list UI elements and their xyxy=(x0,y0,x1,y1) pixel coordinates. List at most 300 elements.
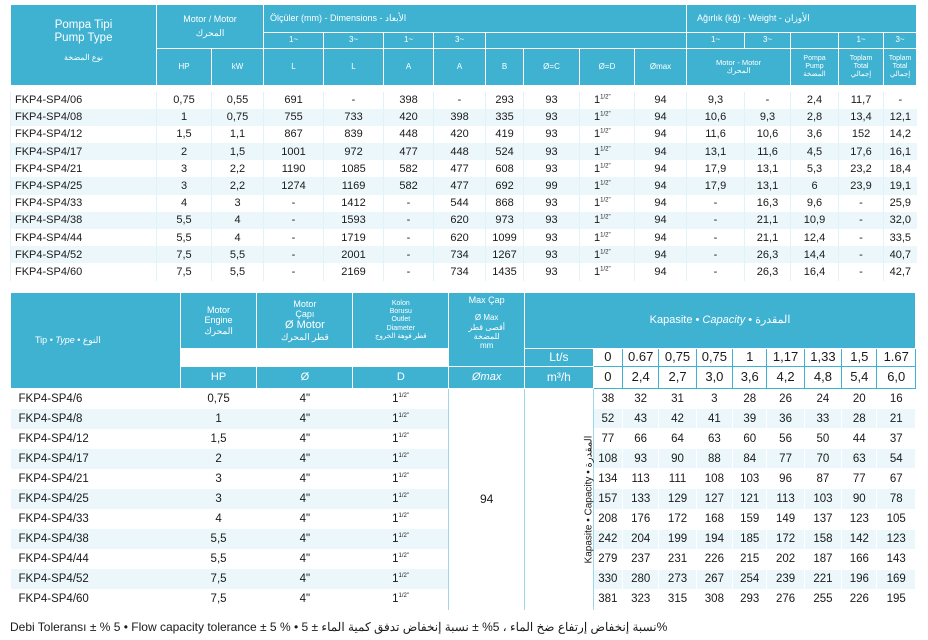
motor-weight-phase1-cell: - xyxy=(687,195,745,212)
a-phase1-cell: 420 xyxy=(384,109,434,126)
total-phase3-cell: 25,9 xyxy=(884,195,917,212)
capacity-cell: 16 xyxy=(877,389,916,409)
motor-diameter-cell: 4" xyxy=(257,489,353,509)
outlet-whole-value: 1 xyxy=(594,94,601,107)
type-header: Tip • Type • النوع xyxy=(11,293,181,389)
capacity-cell: 123 xyxy=(877,529,916,549)
a-phase3-cell: 398 xyxy=(434,109,486,126)
total-phase3-cell: 18,4 xyxy=(884,160,917,177)
capacity-cell: 159 xyxy=(733,509,767,529)
outlet-whole-value: 1 xyxy=(392,432,399,445)
capacity-cell: 323 xyxy=(622,589,658,609)
c-cell: 93 xyxy=(524,246,580,263)
type-cell: FKP4-SP4/17 xyxy=(11,143,157,160)
total-phase3-cell: 42,7 xyxy=(884,263,917,280)
l-phase1-cell: - xyxy=(264,212,324,229)
motor-diameter-cell: 4" xyxy=(257,509,353,529)
motor-weight-phase1-cell: 13,1 xyxy=(687,143,745,160)
tolerance-note: Debi Toleransı ± % 5 • Flow capacity tolerance ± 5 % • نسبة إنخفاض إرتفاع ضخ الماء ، 5% ± نسبة إنخفاض تدفق كمية الماء ± 5% xyxy=(10,620,668,634)
capacity-cell: 226 xyxy=(696,549,732,569)
capacity-cell: 176 xyxy=(622,509,658,529)
hp-cell: 5,5 xyxy=(157,212,212,229)
capacity-cell: 267 xyxy=(696,569,732,589)
capacity-cell: 41 xyxy=(696,409,732,429)
l-phase3-cell: 733 xyxy=(324,109,384,126)
c-cell: 93 xyxy=(524,229,580,246)
motor-weight-phase3-cell: 21,1 xyxy=(745,212,791,229)
l-phase3-cell: 1412 xyxy=(324,195,384,212)
capacity-cell: 108 xyxy=(593,449,622,469)
hp-cell: 7,5 xyxy=(180,589,257,609)
a1-header: A xyxy=(384,49,434,86)
a3-header: A xyxy=(434,49,486,86)
c-cell: 93 xyxy=(524,92,580,109)
capacity-cell: 42 xyxy=(659,409,696,429)
outlet-fraction-value: 1/2" xyxy=(398,412,410,419)
capacity-cell: 105 xyxy=(877,509,916,529)
d-header: Ø=D xyxy=(580,49,635,86)
total-phase1-label-header: Toplam Total إجمالي xyxy=(839,49,884,86)
motor-weight-phase1-header: 1~ xyxy=(687,33,745,49)
outlet-diameter-cell xyxy=(353,489,449,509)
hp-cell: 3 xyxy=(180,489,257,509)
outlet-fraction-value: 1/2" xyxy=(600,197,611,204)
pump-weight-cell: 6 xyxy=(791,177,839,194)
capacity-cell: 273 xyxy=(659,569,696,589)
total-phase3-label-header: Toplam Total إجمالي xyxy=(884,49,917,86)
motor-weight-phase1-cell: 17,9 xyxy=(687,160,745,177)
b-header: B xyxy=(486,49,524,86)
capacity-cell: 96 xyxy=(767,469,804,489)
total-phase3-cell: 16,1 xyxy=(884,143,917,160)
total-phase1-cell: 17,6 xyxy=(839,143,884,160)
table-row xyxy=(11,92,917,109)
capacity-cell: 39 xyxy=(733,409,767,429)
type-cell: FKP4-SP4/25 xyxy=(11,489,181,509)
capacity-cell: 28 xyxy=(733,389,767,409)
total-phase1-cell: 152 xyxy=(839,126,884,143)
max-cell: 94 xyxy=(635,92,687,109)
capacity-cell: 142 xyxy=(842,529,877,549)
capacity-cell: 87 xyxy=(804,469,841,489)
total-phase3-cell: 12,1 xyxy=(884,109,917,126)
capacity-cell: 239 xyxy=(767,569,804,589)
capacity-cell: 78 xyxy=(877,489,916,509)
kw-cell: 2,2 xyxy=(212,177,264,194)
pump-weight-header: Pompa Pump المضخة xyxy=(791,49,839,86)
outlet-fraction-value: 1/2" xyxy=(398,473,410,480)
a-phase1-cell: - xyxy=(384,212,434,229)
b-cell: 419 xyxy=(486,126,524,143)
d-cell xyxy=(580,195,635,212)
table-row xyxy=(11,109,917,126)
hp-cell: 3 xyxy=(180,469,257,489)
outlet-diameter-cell xyxy=(353,389,449,409)
l-phase3-cell: 1169 xyxy=(324,177,384,194)
m3h-value: 3,0 xyxy=(696,367,732,389)
capacity-cell: 293 xyxy=(733,589,767,609)
hp-cell: 4 xyxy=(180,509,257,529)
c-cell: 93 xyxy=(524,195,580,212)
capacity-cell: 52 xyxy=(593,409,622,429)
motor-weight-phase3-cell: 26,3 xyxy=(745,263,791,280)
c-cell: 93 xyxy=(524,143,580,160)
capacity-cell: 54 xyxy=(877,449,916,469)
outlet-diameter-cell xyxy=(353,549,449,569)
capacity-cell: 32 xyxy=(622,389,658,409)
motor-engine-header: Motor Engine المحرك xyxy=(180,293,257,349)
l-phase1-cell: 1274 xyxy=(264,177,324,194)
capacity-cell: 185 xyxy=(733,529,767,549)
l-phase1-cell: - xyxy=(264,246,324,263)
ls-value: 0,75 xyxy=(696,349,732,367)
capacity-cell: 127 xyxy=(696,489,732,509)
l-phase1-header: 1~ xyxy=(264,33,324,49)
capacity-cell: 111 xyxy=(659,469,696,489)
d-cell xyxy=(580,126,635,143)
d-cell xyxy=(580,92,635,109)
capacity-cell: 63 xyxy=(696,429,732,449)
outlet-whole-value: 1 xyxy=(594,197,601,210)
capacity-cell: 129 xyxy=(659,489,696,509)
hp-cell: 7,5 xyxy=(180,569,257,589)
a-phase1-header: 1~ xyxy=(384,33,434,49)
hp-cell: 1 xyxy=(157,109,212,126)
type-cell: FKP4-SP4/38 xyxy=(11,529,181,549)
ls-label: Lt/s xyxy=(525,349,594,367)
motor-diameter-cell: 4" xyxy=(257,529,353,549)
motor-weight-phase3-cell: 26,3 xyxy=(745,246,791,263)
motor-weight-phase1-cell: 11,6 xyxy=(687,126,745,143)
capacity-cell: 113 xyxy=(622,469,658,489)
capacity-cell: 70 xyxy=(804,449,841,469)
max-cell: 94 xyxy=(635,109,687,126)
capacity-header: Kapasite • Capacity • المقدرة xyxy=(525,293,916,349)
kw-cell: 5,5 xyxy=(212,246,264,263)
diameter-header: Ø xyxy=(257,367,353,389)
a-phase3-cell: 544 xyxy=(434,195,486,212)
type-cell: FKP4-SP4/08 xyxy=(11,109,157,126)
outlet-whole-value: 1 xyxy=(594,265,601,278)
hp-cell: 2 xyxy=(157,143,212,160)
outlet-fraction-value: 1/2" xyxy=(398,453,410,459)
outlet-whole-value: 1 xyxy=(594,180,601,193)
total-phase1-header: 1~ xyxy=(839,33,884,49)
total-phase1-cell: - xyxy=(839,229,884,246)
capacity-cell: 21 xyxy=(877,409,916,429)
capacity-cell: 381 xyxy=(593,589,622,609)
motor-motor-header: Motor - Motor المحرك xyxy=(687,49,791,86)
capacity-cell: 208 xyxy=(593,509,622,529)
max-cell: 94 xyxy=(635,246,687,263)
capacity-table-body xyxy=(11,389,916,610)
capacity-cell: 93 xyxy=(622,449,658,469)
capacity-cell: 88 xyxy=(696,449,732,469)
outlet-whole-value: 1 xyxy=(594,231,601,244)
table-row xyxy=(11,143,917,160)
outlet-fraction-value: 1/2" xyxy=(600,94,611,101)
l-phase3-cell: 2169 xyxy=(324,263,384,280)
capacity-vertical-label xyxy=(525,389,594,610)
outlet-diameter-cell xyxy=(353,529,449,549)
capacity-cell: 113 xyxy=(767,489,804,509)
b-cell: 692 xyxy=(486,177,524,194)
pump-weight-cell: 9,6 xyxy=(791,195,839,212)
weights-header: Ağırlık (kğ) - Weight - الأوزان xyxy=(687,5,917,33)
capacity-cell: 202 xyxy=(767,549,804,569)
outlet-fraction-value: 1/2" xyxy=(600,180,611,187)
table-row xyxy=(11,229,917,246)
type-cell: FKP4-SP4/52 xyxy=(11,569,181,589)
d-cell xyxy=(580,177,635,194)
table-row xyxy=(11,177,917,194)
c-cell: 99 xyxy=(524,177,580,194)
a-phase1-cell: - xyxy=(384,229,434,246)
a-phase1-cell: - xyxy=(384,195,434,212)
max-diameter-header: Max Çap Ø Max أقصى قطر للمضخة mm xyxy=(449,293,525,367)
outlet-whole-value: 1 xyxy=(392,493,399,506)
motor-weight-phase1-cell: - xyxy=(687,212,745,229)
capacity-cell: 231 xyxy=(659,549,696,569)
hp-cell: 2 xyxy=(180,449,257,469)
b-cell: 1267 xyxy=(486,246,524,263)
table-row xyxy=(11,246,917,263)
capacity-cell: 33 xyxy=(804,409,841,429)
max-cell: 94 xyxy=(635,143,687,160)
l1-header: L xyxy=(264,49,324,86)
c-header: Ø=C xyxy=(524,49,580,86)
a-phase3-cell: 420 xyxy=(434,126,486,143)
max-cell: 94 xyxy=(635,160,687,177)
motor-diameter-cell: 4" xyxy=(257,469,353,489)
capacity-cell: 66 xyxy=(622,429,658,449)
ls-blank-header xyxy=(180,349,449,367)
l-phase1-cell: 691 xyxy=(264,92,324,109)
capacity-cell: 36 xyxy=(767,409,804,429)
capacity-cell: 196 xyxy=(842,569,877,589)
total-phase1-cell: 23,9 xyxy=(839,177,884,194)
ls-value: 0,75 xyxy=(659,349,696,367)
outlet-fraction-value: 1/2" xyxy=(600,266,611,273)
capacity-cell: 157 xyxy=(593,489,622,509)
capacity-cell: 215 xyxy=(733,549,767,569)
outlet-whole-value: 1 xyxy=(392,472,399,485)
motor-diameter-cell: 4" xyxy=(257,569,353,589)
capacity-cell: 90 xyxy=(659,449,696,469)
l-phase3-cell: 2001 xyxy=(324,246,384,263)
capacity-cell: 31 xyxy=(659,389,696,409)
outlet-whole-value: 1 xyxy=(392,533,399,546)
capacity-cell: 63 xyxy=(842,449,877,469)
type-cell: FKP4-SP4/25 xyxy=(11,177,157,194)
pump-weight-blank-header xyxy=(791,33,839,49)
outlet-fraction-value: 1/2" xyxy=(600,163,611,170)
capacity-cell: 44 xyxy=(842,429,877,449)
l-phase3-cell: 1719 xyxy=(324,229,384,246)
capacity-cell: 134 xyxy=(593,469,622,489)
motor-diameter-header: Motor Çapı Ø Motor قطر المحرك xyxy=(257,293,353,349)
c-cell: 93 xyxy=(524,212,580,229)
motor-weight-phase3-cell: - xyxy=(745,92,791,109)
capacity-cell: 84 xyxy=(733,449,767,469)
a-phase3-cell: 734 xyxy=(434,246,486,263)
a-phase1-cell: 582 xyxy=(384,177,434,194)
capacity-cell: 194 xyxy=(696,529,732,549)
type-cell: FKP4-SP4/12 xyxy=(11,126,157,143)
type-cell: FKP4-SP4/60 xyxy=(11,589,181,609)
table-row xyxy=(11,263,917,280)
total-phase1-cell: - xyxy=(839,246,884,263)
pump-weight-cell: 2,4 xyxy=(791,92,839,109)
capacity-cell: 38 xyxy=(593,389,622,409)
type-cell: FKP4-SP4/33 xyxy=(11,509,181,529)
c-cell: 93 xyxy=(524,109,580,126)
capacity-cell: 158 xyxy=(804,529,841,549)
c-cell: 93 xyxy=(524,126,580,143)
d-cell xyxy=(580,229,635,246)
type-cell: FKP4-SP4/21 xyxy=(11,160,157,177)
capacity-cell: 172 xyxy=(659,509,696,529)
motor-weight-phase1-cell: 17,9 xyxy=(687,177,745,194)
hp-cell: 3 xyxy=(157,177,212,194)
outlet-fraction-value: 1/2" xyxy=(398,573,410,580)
max-cell: 94 xyxy=(635,263,687,280)
l-phase3-cell: 1085 xyxy=(324,160,384,177)
outlet-fraction-value: 1/2" xyxy=(600,146,611,152)
kw-cell: 4 xyxy=(212,212,264,229)
max-cell: 94 xyxy=(635,195,687,212)
type-cell: FKP4-SP4/12 xyxy=(11,429,181,449)
hp-cell: 5,5 xyxy=(180,529,257,549)
capacity-cell: 169 xyxy=(877,569,916,589)
outlet-diameter-cell xyxy=(353,509,449,529)
outlet-whole-value: 1 xyxy=(392,593,399,606)
capacity-cell: 64 xyxy=(659,429,696,449)
total-phase1-cell: 13,4 xyxy=(839,109,884,126)
outlet-fraction-value: 1/2" xyxy=(398,513,410,520)
outlet-fraction-value: 1/2" xyxy=(600,249,611,256)
d-cell xyxy=(580,246,635,263)
capacity-cell: 254 xyxy=(733,569,767,589)
top-table-body xyxy=(11,86,917,281)
total-phase1-cell: - xyxy=(839,263,884,280)
d-cell xyxy=(580,212,635,229)
hp-cell: 3 xyxy=(157,160,212,177)
hp-cell: 4 xyxy=(157,195,212,212)
outlet-diameter-cell xyxy=(353,469,449,489)
capacity-cell: 195 xyxy=(877,589,916,609)
pump-weight-cell: 3,6 xyxy=(791,126,839,143)
capacity-cell: 77 xyxy=(842,469,877,489)
table-row xyxy=(11,126,917,143)
pump-weight-cell: 5,3 xyxy=(791,160,839,177)
kw-cell: 1,5 xyxy=(212,143,264,160)
outlet-whole-value: 1 xyxy=(594,111,601,124)
ls-value: 1,5 xyxy=(842,349,877,367)
motor-weight-phase1-cell: - xyxy=(687,229,745,246)
l-phase1-cell: 1190 xyxy=(264,160,324,177)
total-phase3-cell: 40,7 xyxy=(884,246,917,263)
table-row xyxy=(11,212,917,229)
a-phase1-cell: - xyxy=(384,263,434,280)
ls-value: 1.67 xyxy=(877,349,916,367)
b-cell: 293 xyxy=(486,92,524,109)
motor-weight-phase1-cell: 9,3 xyxy=(687,92,745,109)
a-phase3-cell: 477 xyxy=(434,177,486,194)
c-cell: 93 xyxy=(524,160,580,177)
b-cell: 608 xyxy=(486,160,524,177)
motor-diameter-cell: 4" xyxy=(257,449,353,469)
ls-value: 1,17 xyxy=(767,349,804,367)
total-phase3-cell: 32,0 xyxy=(884,212,917,229)
total-phase3-cell: 33,5 xyxy=(884,229,917,246)
a-phase3-header: 3~ xyxy=(434,33,486,49)
total-phase3-header: 3~ xyxy=(884,33,917,49)
hp-cell: 5,5 xyxy=(180,549,257,569)
table-row xyxy=(11,160,917,177)
d-cell xyxy=(580,143,635,160)
type-cell: FKP4-SP4/38 xyxy=(11,212,157,229)
outlet-whole-value: 1 xyxy=(594,162,601,175)
max-cell: 94 xyxy=(635,212,687,229)
pump-type-header: Pompa Tipi Pump Type نوع المضخة xyxy=(11,5,157,86)
outlet-fraction-value: 1/2" xyxy=(398,533,410,540)
b-cell: 335 xyxy=(486,109,524,126)
a-phase1-cell: - xyxy=(384,246,434,263)
a-phase3-cell: - xyxy=(434,92,486,109)
total-phase1-cell: 11,7 xyxy=(839,92,884,109)
kw-cell: 5,5 xyxy=(212,263,264,280)
a-phase1-cell: 477 xyxy=(384,143,434,160)
capacity-cell: 255 xyxy=(804,589,841,609)
l-phase1-cell: 1001 xyxy=(264,143,324,160)
dimensions-weights-table xyxy=(10,4,917,281)
m3h-value: 0 xyxy=(593,367,622,389)
motor-weight-phase3-cell: 13,1 xyxy=(745,177,791,194)
m3h-value: 4,2 xyxy=(767,367,804,389)
ls-value: 1,33 xyxy=(804,349,841,367)
a-phase1-cell: 582 xyxy=(384,160,434,177)
type-cell: FKP4-SP4/6 xyxy=(11,389,181,409)
capacity-cell: 28 xyxy=(842,409,877,429)
capacity-cell: 121 xyxy=(733,489,767,509)
l-phase1-cell: - xyxy=(264,195,324,212)
capacity-cell: 3 xyxy=(696,389,732,409)
pump-weight-cell: 2,8 xyxy=(791,109,839,126)
d-cell xyxy=(580,109,635,126)
total-phase1-cell: - xyxy=(839,212,884,229)
l-phase1-cell: - xyxy=(264,229,324,246)
motor-weight-phase3-cell: 13,1 xyxy=(745,160,791,177)
d-header: D xyxy=(353,367,449,389)
max-cell: 94 xyxy=(635,177,687,194)
outlet-diameter-cell xyxy=(353,429,449,449)
l-phase1-cell: 755 xyxy=(264,109,324,126)
table-row xyxy=(11,195,917,212)
kw-cell: 1,1 xyxy=(212,126,264,143)
type-cell: FKP4-SP4/44 xyxy=(11,549,181,569)
type-cell: FKP4-SP4/17 xyxy=(11,449,181,469)
pump-weight-cell: 12,4 xyxy=(791,229,839,246)
capacity-cell: 103 xyxy=(733,469,767,489)
outlet-fraction-value: 1/2" xyxy=(600,111,611,118)
outlet-whole-value: 1 xyxy=(594,248,601,261)
capacity-cell: 221 xyxy=(804,569,841,589)
a-phase1-cell: 398 xyxy=(384,92,434,109)
outlet-diameter-header: Kolon Borusu Outlet Diameter قطر فوهة الخروج xyxy=(353,293,449,349)
capacity-cell: 237 xyxy=(622,549,658,569)
capacity-vertical-text: Kapasite • Capacity • المقدرة xyxy=(583,435,595,564)
